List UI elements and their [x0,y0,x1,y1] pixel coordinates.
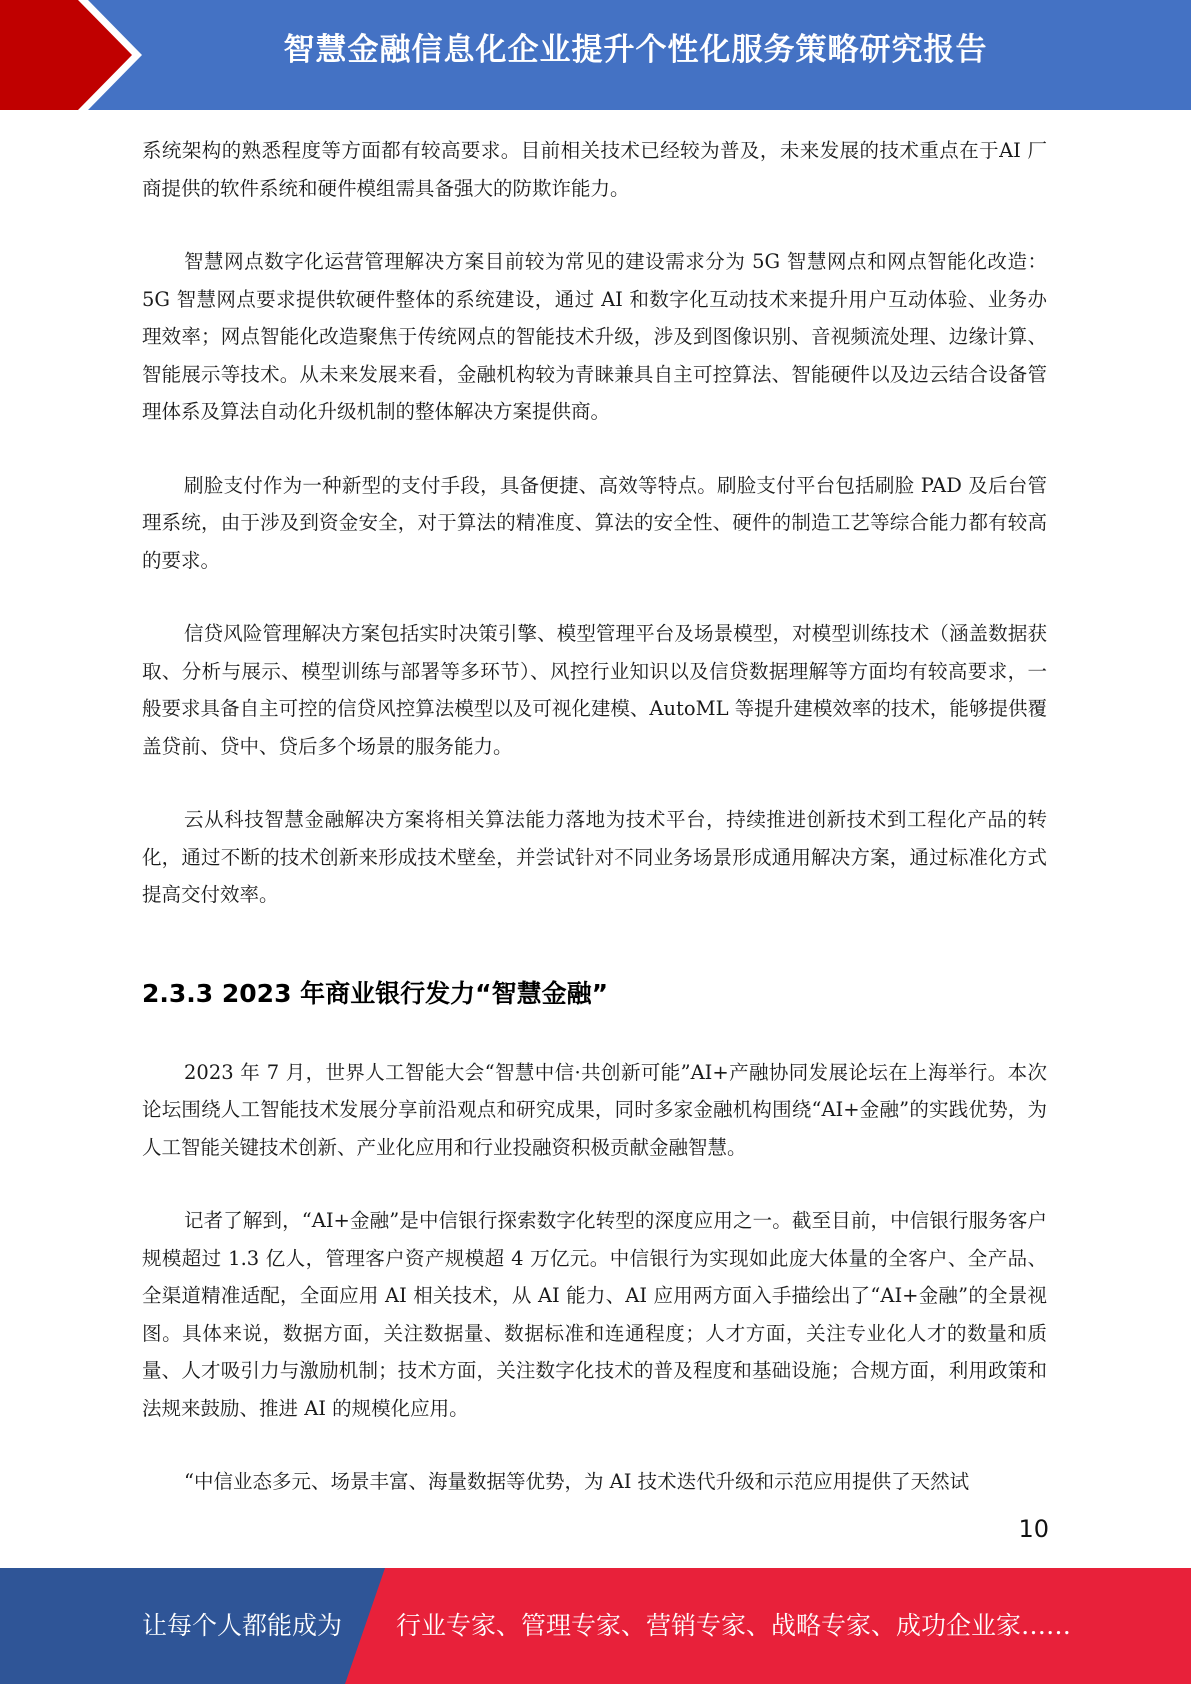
paragraph: 信贷风险管理解决方案包括实时决策引擎、模型管理平台及场景模型，对模型训练技术（涵盖数据获取、分析与展示、模型训练与部署等多环节）、风控行业知识以及信贷数据理解等方面均有较高要求，一般要求具备自主可控的信贷风控算法模型以及可视化建模、AutoML 等提升建模效率的技术，能够提供覆盖贷前、贷中、贷后多个场景的服务能力。 [142,622,1047,758]
header-title: 智慧金融信息化企业提升个性化服务策略研究报告 [283,32,988,68]
section-heading: 2.3.3 2023 年商业银行发力“智慧金融” [142,978,609,1008]
paragraph: 智慧网点数字化运营管理解决方案目前较为常见的建设需求分为 5G 智慧网点和网点智能化改造：5G 智慧网点要求提供软硬件整体的系统建设，通过 AI 和数字化互动技术来提升用户互动体验、业务办理效率；网点智能化改造聚焦于传统网点的智能技术升级，涉及到图像识别、音视频流处理、边缘计算、智能展示等技术。从未来发展来看，金融机构较为青睐兼具自主可控算法、智能硬件以及边云结合设备管理体系及算法自动化升级机制的整体解决方案提供商。 [142,250,1047,423]
paragraph: 记者了解到，“AI+金融”是中信银行探索数字化转型的深度应用之一。截至目前，中信银行服务客户规模超过 1.3 亿人，管理客户资产规模超 4 万亿元。中信银行为实现如此庞大体量的全客户、全产品、全渠道精准适配，全面应用 AI 相关技术，从 AI 能力、AI 应用两方面入手描绘出了“AI+金融”的全景视图。具体来说，数据方面，关注数据量、数据标准和连通程度；人才方面，关注专业化人才的数量和质量、人才吸引力与激励机制；技术方面，关注数字化技术的普及程度和基础设施；合规方面，利用政策和法规来鼓励、推进 AI 的规模化应用。 [142,1209,1047,1420]
paragraph: 系统架构的熟悉程度等方面都有较高要求。目前相关技术已经较为普及，未来发展的技术重点在于AI 厂商提供的软件系统和硬件模组需具备强大的防欺诈能力。 [142,139,1047,200]
header-arrow-decoration [0,0,150,110]
page-header [0,0,1191,110]
document-body [142,132,1047,1501]
paragraph: 2023 年 7 月，世界人工智能大会“智慧中信·共创新可能”AI+产融协同发展论坛在上海举行。本次论坛围绕人工智能技术发展分享前沿观点和研究成果，同时多家金融机构围绕“AI+金融”的实践优势，为人工智能关键技术创新、产业化应用和行业投融资积极贡献金融智慧。 [142,1060,1047,1159]
page-footer [0,1568,1191,1684]
paragraph: “中信业态多元、场景丰富、海量数据等优势，为 AI 技术迭代升级和示范应用提供了天然试 [184,1470,970,1493]
paragraph: 云从科技智慧金融解决方案将相关算法能力落地为技术平台，持续推进创新技术到工程化产品的转化，通过不断的技术创新来形成技术壁垒，并尝试针对不同业务场景形成通用解决方案，通过标准化方式提高交付效率。 [142,808,1047,906]
footer-slogan-left: 让每个人都能成为 [142,1611,343,1640]
paragraph: 刷脸支付作为一种新型的支付手段，具备便捷、高效等特点。刷脸支付平台包括刷脸 PAD 及后台管理系统，由于涉及到资金安全，对于算法的精准度、算法的安全性、硬件的制造工艺等综合能力都有较高的要求。 [142,473,1047,572]
footer-slogan-right: 行业专家、管理专家、营销专家、战略专家、成功企业家…… [396,1611,1072,1640]
page-number: 10 [1018,1515,1049,1543]
